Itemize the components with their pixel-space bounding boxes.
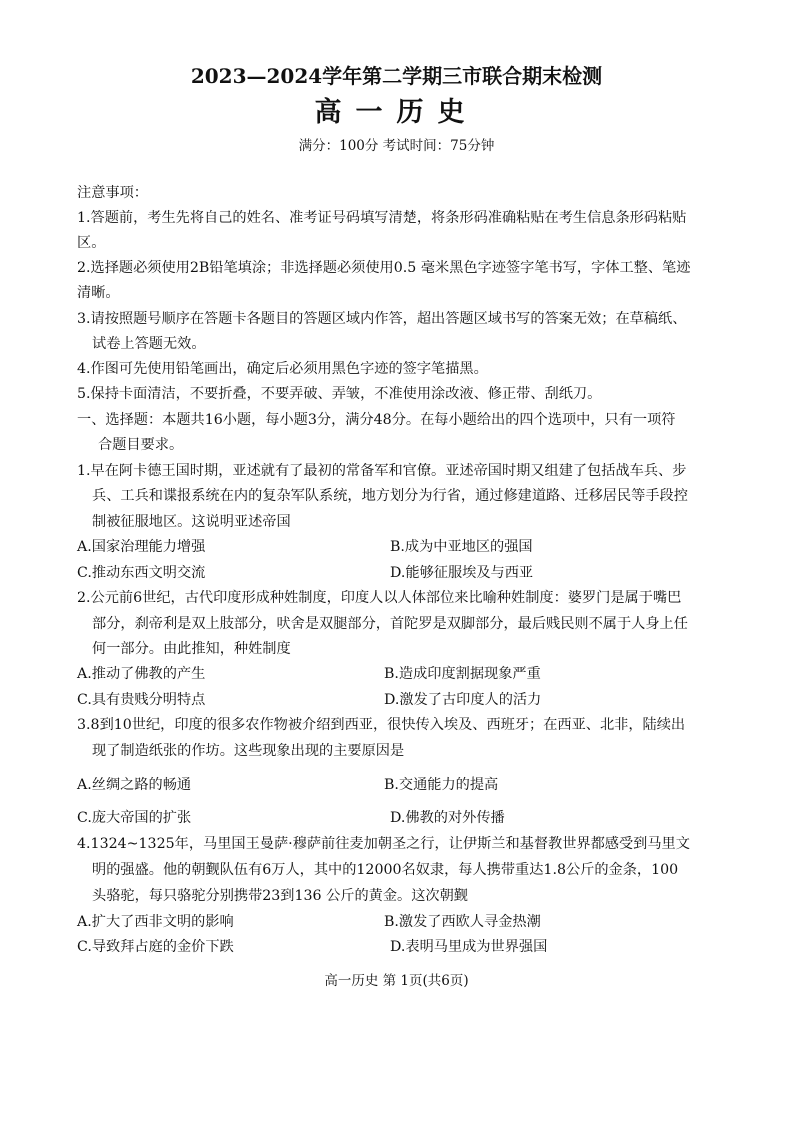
question-3-option-a: A.丝绸之路的畅通 bbox=[77, 777, 192, 793]
question-2-stem: 何一部分。由此推知，种姓制度 bbox=[92, 641, 291, 657]
section-heading-cont: 合题目要求。 bbox=[98, 437, 184, 453]
question-1-stem: 1.早在阿卡德王国时期，亚述就有了最初的常备军和官僚。亚述帝国时期又组建了包括战车兵、步 bbox=[77, 463, 687, 479]
question-1-stem: 兵、工兵和谍报系统在内的复杂军队系统，地方划分为行省，通过修建道路、迁移居民等手段控 bbox=[92, 488, 688, 504]
note-line: 1.答题前，考生先将自己的姓名、准考证号码填写清楚，将条形码准确粘贴在考生信息条形码粘贴 bbox=[77, 210, 687, 226]
question-3-stem: 3.8到10世纪，印度的很多农作物被介绍到西亚，很快传入埃及、西班牙；在西亚、北非，陆续出 bbox=[77, 717, 686, 733]
note-line: 4.作图可先使用铅笔画出，确定后必须用黑色字迹的签字笔描黑。 bbox=[77, 361, 488, 377]
question-1-stem: 制被征服地区。这说明亚述帝国 bbox=[92, 514, 291, 530]
exam-title: 2023—2024学年第二学期三市联合期末检测 bbox=[190, 64, 603, 88]
note-line: 3.请按照题号顺序在答题卡各题目的答题区域内作答，超出答题区域书写的答案无效；在草稿纸、 bbox=[77, 311, 687, 327]
question-2-stem: 2.公元前6世纪，古代印度形成种姓制度，印度人以人体部位来比喻种姓制度：婆罗门是属于嘴巴 bbox=[77, 590, 682, 606]
exam-info: 满分：100分 考试时间：75分钟 bbox=[298, 138, 495, 154]
question-2-option-a: A.推动了佛教的产生 bbox=[77, 666, 206, 682]
section-heading: 一、选择题：本题共16小题，每小题3分，满分48分。在每小题给出的四个选项中，只有一项符 bbox=[77, 412, 676, 428]
question-4-stem: 4.1324~1325年，马里国王曼萨·穆萨前往麦加朝圣之行，让伊斯兰和基督教世界都感受到马里文 bbox=[77, 836, 690, 852]
question-2-option-d: D.激发了古印度人的活力 bbox=[384, 692, 542, 708]
question-4-stem: 明的强盛。他的朝觐队伍有6万人，其中的12000名奴隶，每人携带重达1.8公斤的金条，100 bbox=[92, 862, 679, 878]
question-1-option-d: D.能够征服埃及与西亚 bbox=[390, 565, 534, 581]
question-4-stem: 头骆驼，每只骆驼分别携带23到136 公斤的黄金。这次朝觐 bbox=[92, 888, 468, 904]
note-line: 2.选择题必须使用2B铅笔填涂；非选择题必须使用0.5 毫米黑色字迹签字笔书写，字体工整、笔迹 bbox=[77, 260, 691, 276]
page-footer: 高一历史 第 1页(共6页) bbox=[324, 973, 469, 989]
notes-heading: 注意事项： bbox=[77, 185, 148, 201]
question-4-option-c: C.导致拜占庭的金价下跌 bbox=[77, 939, 234, 955]
question-2-stem: 部分，刹帝利是双上肢部分，吠舍是双腿部分，首陀罗是双脚部分，最后贱民则不属于人身上任 bbox=[92, 616, 688, 632]
note-line: 5.保持卡面清洁，不要折叠，不要弄破、弄皱，不准使用涂改液、修正带、刮纸刀。 bbox=[77, 386, 602, 402]
note-line: 清晰。 bbox=[77, 285, 120, 301]
question-3-option-d: D.佛教的对外传播 bbox=[390, 810, 505, 826]
question-3-stem: 现了制造纸张的作坊。这些现象出现的主要原因是 bbox=[92, 743, 405, 759]
question-2-option-b: B.造成印度割据现象严重 bbox=[384, 666, 541, 682]
question-1-option-c: C.推动东西文明交流 bbox=[77, 565, 206, 581]
question-4-option-a: A.扩大了西非文明的影响 bbox=[77, 914, 234, 930]
note-line: 试卷上答题无效。 bbox=[92, 336, 206, 352]
question-4-option-b: B.激发了西欧人寻金热潮 bbox=[384, 914, 541, 930]
question-3-option-c: C.庞大帝国的扩张 bbox=[77, 810, 192, 826]
question-1-option-b: B.成为中亚地区的强国 bbox=[390, 539, 533, 555]
subject-title: 高一历史 bbox=[314, 97, 479, 128]
question-4-option-d: D.表明马里成为世界强国 bbox=[390, 939, 548, 955]
note-line: 区。 bbox=[77, 235, 106, 251]
question-3-option-b: B.交通能力的提高 bbox=[384, 777, 499, 793]
question-1-option-a: A.国家治理能力增强 bbox=[77, 539, 206, 555]
question-2-option-c: C.具有贵贱分明特点 bbox=[77, 692, 206, 708]
